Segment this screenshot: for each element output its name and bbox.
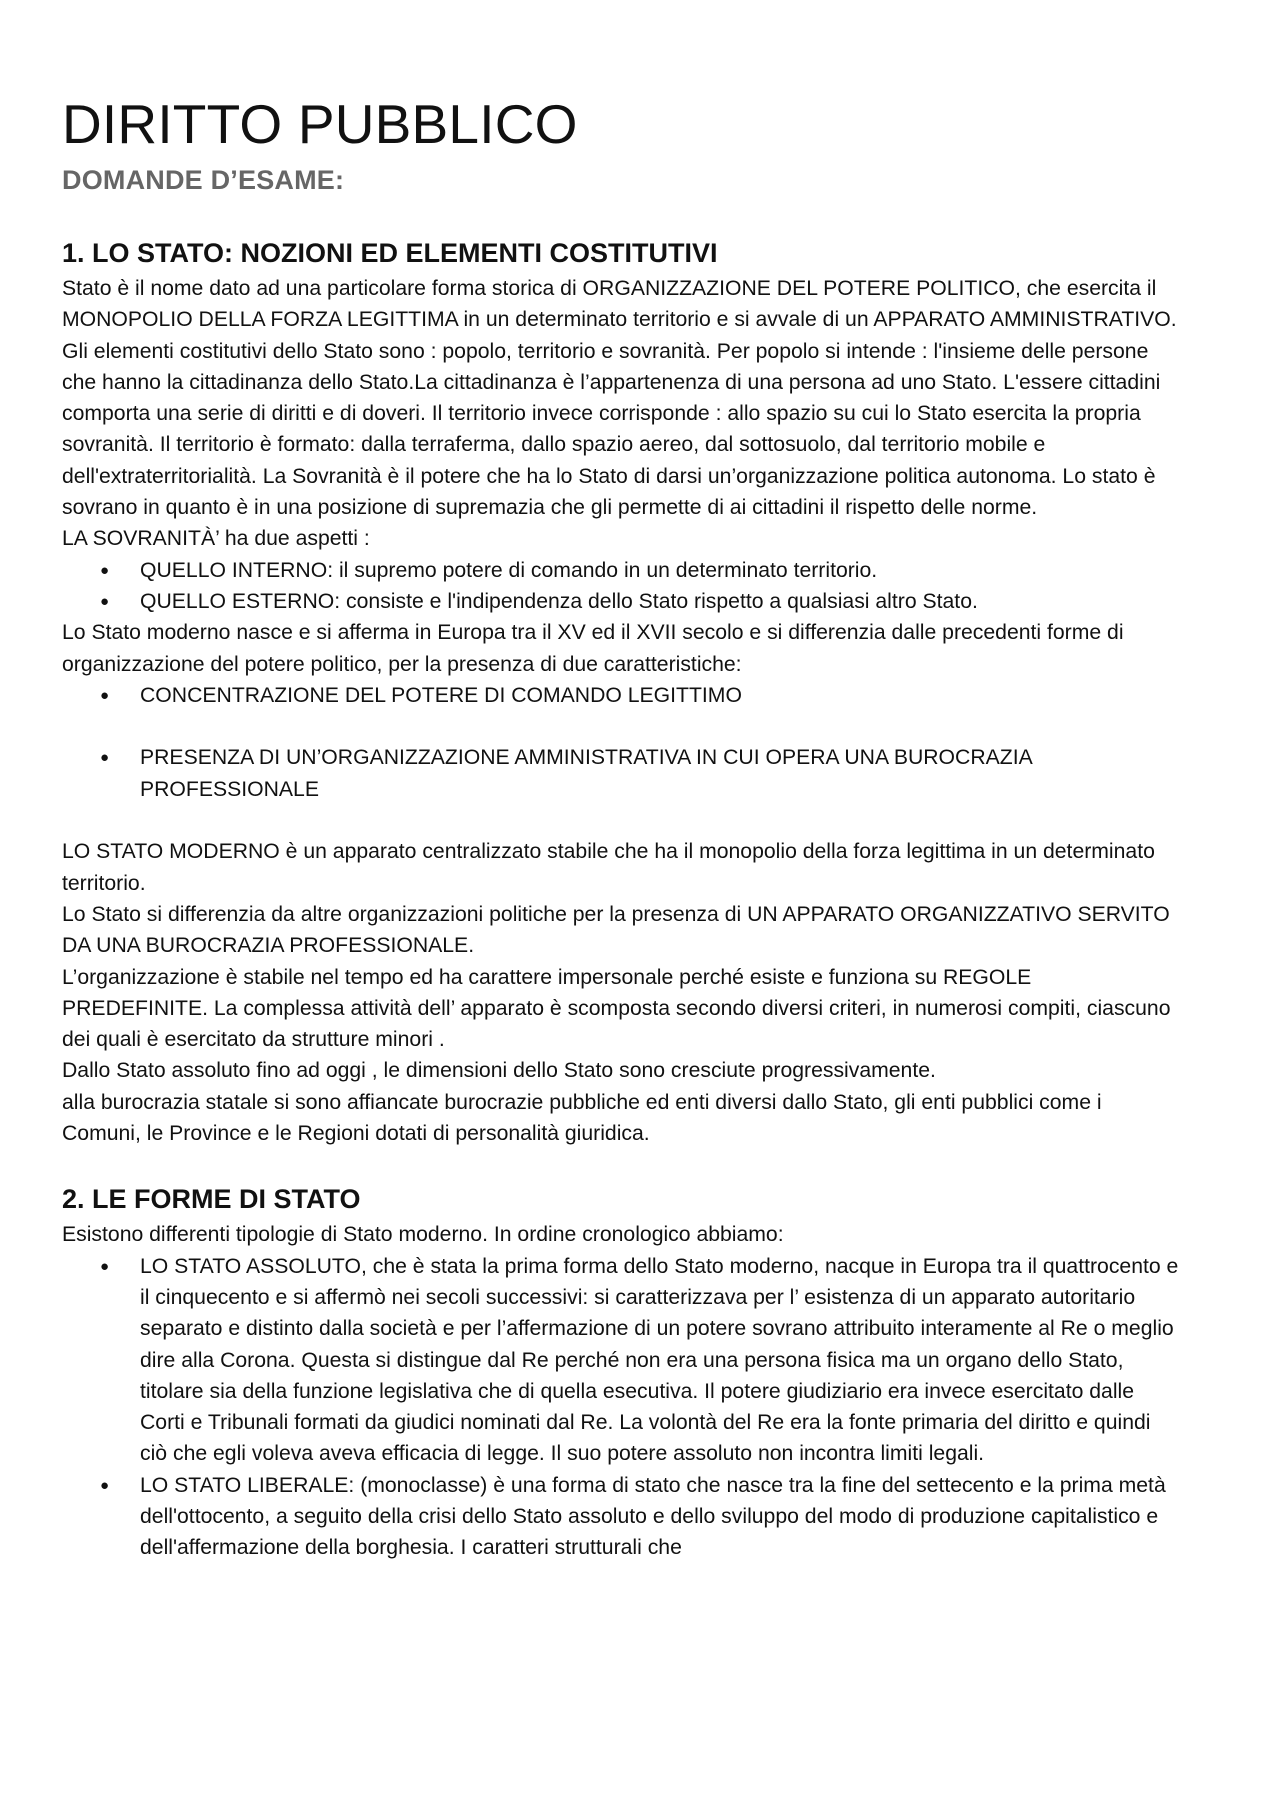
section-heading-1: 1. LO STATO: NOZIONI ED ELEMENTI COSTITUTIVI bbox=[62, 238, 718, 268]
paragraph: Gli elementi costitutivi dello Stato sono : popolo, territorio e sovranità. Per popolo si intende : l'insieme delle persone che hanno la cittadinanza dello Stato.La cittadinanza è l’appartenenza di una persona ad uno Stato. L'essere cittadini comporta una serie di diritti e di doveri. Il territorio invece corrisponde : allo spazio su cui lo Stato esercita la propria sovranità. Il territorio è formato: dalla terraferma, dallo spazio aereo, dal sottosuolo, dal territorio mobile e dell'extraterritorialità. La Sovranità è il potere che ha lo Stato di darsi un’organizzazione politica autonoma. Lo stato è sovrano in quanto è in una posizione di supremazia che gli permette di ai cittadini il rispetto delle norme. bbox=[62, 339, 1161, 520]
list-item: ● LO STATO ASSOLUTO, che è stata la prima forma dello Stato moderno, nacque in Europa tra il quattrocento e il cinquecento e si affermò nei secoli successivi: si caratterizzava per l’ esistenza di un apparato autoritario separato e distinto dalla società e per l’affermazione di un potere sovrano attribuito interamente al Re o meglio dire alla Corona. Questa si distingue dal Re perché non era una persona fisica ma un organo dello Stato, titolare sia della funzione legislativa che di quella esecutiva. Il potere giudiziario era invece esercitato dalle Corti e Tribunali formati da giudici nominati dal Re. La volontà del Re era la fonte primaria del diritto e quindi ciò che egli voleva aveva efficacia di legge. Il suo potere assoluto non incontra limiti legali. bbox=[62, 1251, 1182, 1470]
bullet-list bbox=[62, 1251, 1182, 1564]
paragraph: Lo Stato si differenzia da altre organizzazioni politiche per la presenza di UN APPARATO ORGANIZZATIVO SERVITO DA UNA BUROCRAZIA PROFESSIONALE. bbox=[62, 902, 1170, 958]
list-item: ● LO STATO LIBERALE: (monoclasse) è una forma di stato che nasce tra la fine del settecento e la prima metà dell'ottocento, a seguito della crisi dello Stato assoluto e dello sviluppo del modo di produzione capitalistico e dell'affermazione della borghesia. I caratteri strutturali che bbox=[62, 1470, 1182, 1564]
document-subtitle: DOMANDE D’ESAME: bbox=[62, 165, 345, 195]
paragraph: Stato è il nome dato ad una particolare forma storica di ORGANIZZAZIONE DEL POTERE POLITICO, che esercita il MONOPOLIO DELLA FORZA LEGITTIMA in un determinato territorio e si avvale di un APPARATO AMMINISTRATIVO. bbox=[62, 277, 1177, 332]
paragraph: Esistono differenti tipologie di Stato moderno. In ordine cronologico abbiamo: bbox=[62, 1223, 784, 1247]
paragraph: alla burocrazia statale si sono affiancate burocrazie pubbliche ed enti diversi dallo Stato, gli enti pubblici come i Comuni, le Province e le Regioni dotati di personalità giuridica. bbox=[62, 1090, 1102, 1146]
list-item: ● QUELLO INTERNO: il supremo potere di comando in un determinato territorio. bbox=[62, 555, 1182, 586]
bullet-list bbox=[62, 555, 1182, 618]
paragraph: Lo Stato moderno nasce e si afferma in Europa tra il XV ed il XVII secolo e si differenzia dalle precedenti forme di organizzazione del potere politico, per la presenza di due caratteristiche: bbox=[62, 621, 1124, 676]
list-item: ● QUELLO ESTERNO: consiste e l'indipendenza dello Stato rispetto a qualsiasi altro Stato. bbox=[62, 586, 1182, 617]
spacer bbox=[62, 805, 1182, 836]
list-item: ● PRESENZA DI UN’ORGANIZZAZIONE AMMINISTRATIVA IN CUI OPERA UNA BUROCRAZIA PROFESSIONALE bbox=[62, 742, 1182, 805]
paragraph: LA SOVRANITÀ’ ha due aspetti : bbox=[62, 527, 370, 551]
document-title: DIRITTO PUBBLICO bbox=[62, 93, 578, 155]
bullet-list bbox=[62, 742, 1182, 805]
paragraph: L’organizzazione è stabile nel tempo ed ha carattere impersonale perché esiste e funziona su REGOLE PREDEFINITE. La complessa attività dell’ apparato è scomposta secondo diversi criteri, in numerosi compiti, ciascuno dei quali è esercitato da strutture minori . bbox=[62, 965, 1171, 1052]
paragraph: Dallo Stato assoluto fino ad oggi , le dimensioni dello Stato sono cresciute progressivamente. bbox=[62, 1059, 936, 1083]
paragraph: LO STATO MODERNO è un apparato centralizzato stabile che ha il monopolio della forza legittima in un determinato territorio. bbox=[62, 840, 1155, 895]
list-item: ● CONCENTRAZIONE DEL POTERE DI COMANDO LEGITTIMO bbox=[62, 680, 1182, 711]
section-heading-2: 2. LE FORME DI STATO bbox=[62, 1184, 361, 1215]
bullet-list bbox=[62, 680, 1182, 711]
spacer bbox=[62, 711, 1182, 742]
document-page bbox=[62, 88, 1182, 1564]
